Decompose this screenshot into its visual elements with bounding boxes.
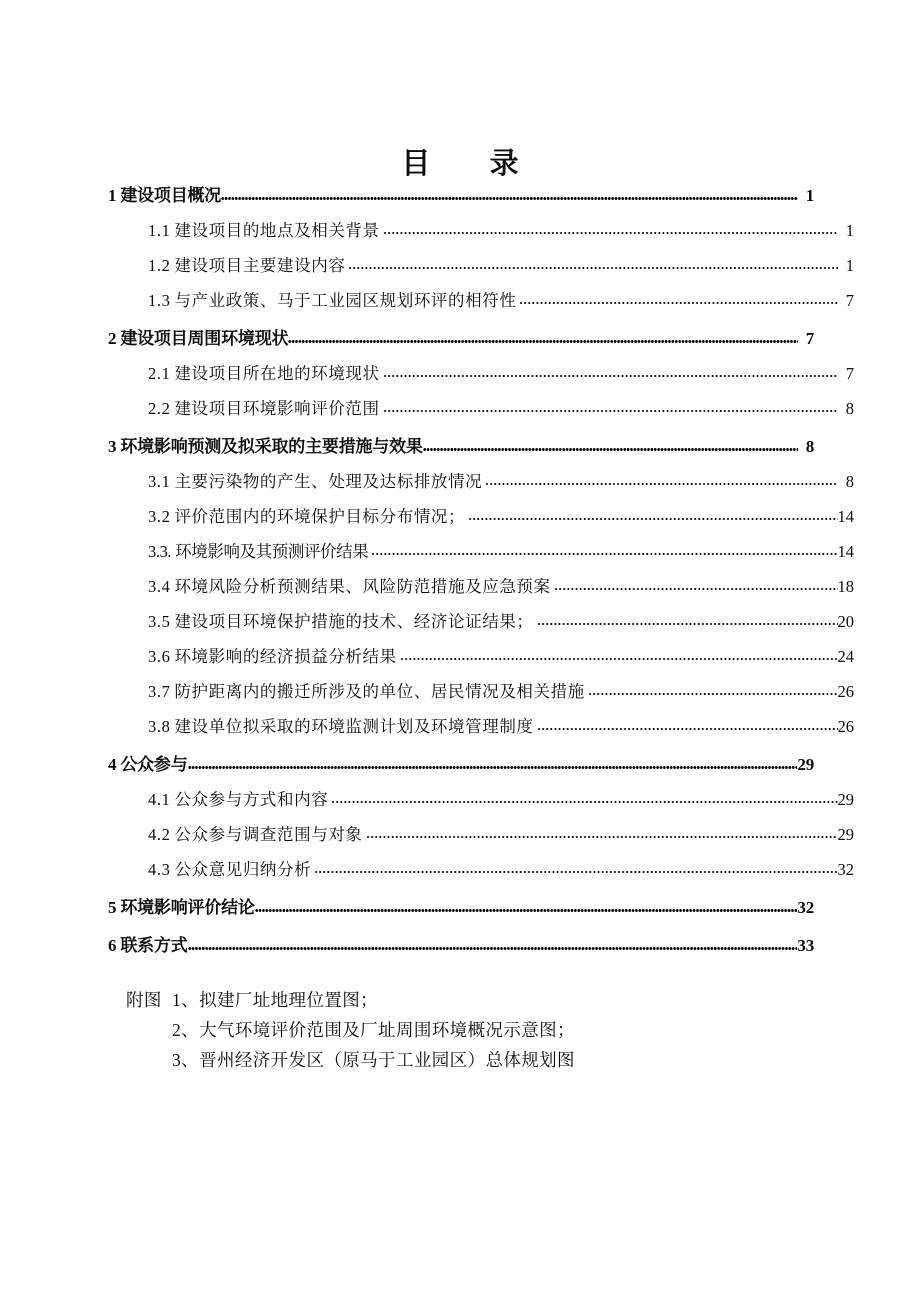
attachment-item-number: 1、: [172, 990, 200, 1010]
toc-entry-text: 建设项目的地点及相关背景: [174, 221, 380, 240]
toc-entry[interactable]: [108, 755, 814, 790]
toc-page-number: 7: [805, 329, 814, 348]
toc-entry-label: [148, 612, 534, 632]
toc-page-number: 29: [797, 755, 814, 774]
toc-dot-leader: [255, 899, 798, 913]
toc-page-number: 8: [845, 399, 854, 418]
toc-entry-label: [148, 860, 311, 880]
toc-entry-number: 1.2: [148, 256, 171, 275]
toc-page-number: 14: [837, 507, 854, 526]
toc-dot-leader: [468, 508, 837, 522]
toc-page-number: 26: [837, 682, 854, 701]
toc-entry[interactable]: [108, 507, 854, 542]
toc-entry-number: 3.1: [148, 472, 171, 491]
toc-page-number: 7: [845, 291, 854, 310]
toc-page-number: 29: [837, 790, 854, 809]
toc-entry-number: 3.2: [148, 507, 171, 526]
toc-entry-label: [148, 647, 397, 667]
toc-entry[interactable]: [108, 256, 854, 291]
toc-entry-text: 建设项目环境保护措施的技术、经济论证结果；: [174, 612, 534, 631]
toc-entry-number: 3.7: [148, 682, 171, 701]
toc-entry[interactable]: [108, 647, 854, 682]
toc-page-number: 1: [805, 186, 814, 205]
toc-page-number: 8: [805, 437, 814, 456]
toc-entry[interactable]: [108, 542, 854, 577]
toc-page-number: 24: [837, 647, 854, 666]
toc-entry[interactable]: [108, 329, 814, 364]
attachment-item: [126, 1045, 575, 1075]
toc-entry-number: 2.1: [148, 364, 171, 383]
toc-entry-label: [148, 577, 551, 597]
toc-entry-text: 建设项目周围环境现状: [120, 329, 289, 348]
toc-entry-text: 公众参与调查范围与对象: [174, 825, 363, 844]
toc-entry-text: 公众意见归纳分析: [174, 860, 312, 879]
toc-entry-label: [148, 790, 328, 810]
attachment-item: [126, 1015, 575, 1045]
toc-page-number: 18: [837, 577, 854, 596]
toc-page-number: 14: [837, 542, 854, 561]
toc-entry[interactable]: [108, 790, 854, 825]
toc-dot-leader: [588, 683, 838, 697]
toc-entry-text: 公众参与方式和内容: [174, 790, 329, 809]
toc-entry-number: 3.4: [148, 577, 171, 596]
attachment-item-text: [172, 1015, 575, 1045]
toc-entry-label: [108, 898, 255, 918]
toc-entry-label: [108, 329, 288, 349]
attachment-item-number: 3、: [172, 1050, 200, 1070]
toc-dot-leader: [383, 365, 838, 379]
toc-dot-leader: [188, 937, 798, 951]
toc-entry-label: [148, 472, 482, 492]
toc-entry[interactable]: [108, 860, 854, 895]
page-title: 目 录: [401, 148, 545, 180]
toc-entry[interactable]: [108, 291, 854, 326]
toc-entry-label: [108, 437, 423, 457]
toc-entry-number: 1.3: [148, 291, 171, 310]
toc-entry-label: [148, 542, 368, 562]
toc-entry-number: 1.1: [148, 221, 171, 240]
toc-entry-text: 环境影响的经济损益分析结果: [174, 647, 397, 666]
attachment-item-text: [172, 1045, 575, 1075]
toc-entry-text: 建设项目所在地的环境现状: [174, 364, 380, 383]
toc-entry-text: 建设单位拟采取的环境监测计划及环境管理制度: [174, 717, 534, 736]
toc-dot-leader: [383, 222, 838, 236]
toc-entry-label: [148, 291, 516, 311]
toc-entry-number: 4.3: [148, 860, 171, 879]
toc-entry[interactable]: [108, 437, 814, 472]
toc-entry-text: 主要污染物的产生、处理及达标排放情况: [174, 472, 483, 491]
toc-entry-number: 4.1: [148, 790, 171, 809]
toc-entry-text: 建设项目概况: [120, 186, 222, 205]
toc-dot-leader: [288, 330, 798, 344]
attachments-label: 附图: [126, 990, 162, 1010]
attachment-item-number: 2、: [172, 1020, 200, 1040]
toc-entry-text: 联系方式: [120, 936, 188, 955]
toc-entry-text: 环境风险分析预测结果、风险防范措施及应急预案: [174, 577, 551, 596]
toc-dot-leader: [519, 292, 838, 306]
toc-entry[interactable]: [108, 612, 854, 647]
toc-entry[interactable]: [108, 682, 854, 717]
toc-entry[interactable]: [108, 577, 854, 612]
toc-entry-label: [108, 186, 221, 206]
toc-page-number: 33: [797, 936, 814, 955]
toc-page-number: 32: [837, 860, 854, 879]
toc-dot-leader: [537, 718, 838, 732]
toc-entry-number: 3.8: [148, 717, 171, 736]
toc-entry-number: 3.3.: [148, 542, 172, 561]
toc-entry[interactable]: [108, 825, 854, 860]
toc-entry-number: 4: [108, 755, 117, 774]
toc-entry-number: 3: [108, 437, 117, 456]
toc-entry[interactable]: [108, 364, 854, 399]
toc-page-number: 29: [837, 825, 854, 844]
toc-entry-text: 防护距离内的搬迁所涉及的单位、居民情况及相关措施: [174, 682, 585, 701]
toc-entry-label: [148, 221, 380, 241]
toc-dot-leader: [383, 400, 838, 414]
toc-dot-leader: [485, 473, 838, 487]
toc-entry-text: 环境影响及其预测评价结果: [175, 542, 369, 561]
toc-dot-leader: [348, 257, 838, 271]
toc-dot-leader: [366, 826, 838, 840]
toc-page-number: 20: [837, 612, 854, 631]
toc-entry-text: 建设项目主要建设内容: [174, 256, 346, 275]
toc-dot-leader: [371, 543, 837, 557]
toc-page-number: 26: [837, 717, 854, 736]
toc-entry[interactable]: [108, 221, 854, 256]
attachment-item-title: 晋州经济开发区（原马于工业园区）总体规划图: [199, 1050, 575, 1070]
toc-entry[interactable]: [108, 936, 814, 971]
toc-dot-leader: [314, 861, 837, 875]
toc-entry-label: [108, 936, 188, 956]
attachments-list: [126, 985, 575, 1075]
toc-dot-leader: [188, 756, 798, 770]
toc-entry-number: 5: [108, 898, 117, 917]
toc-entry-number: 2.2: [148, 399, 171, 418]
toc-entry-label: [148, 825, 363, 845]
toc-page-number: 1: [845, 256, 854, 275]
toc-entry[interactable]: [108, 898, 814, 933]
toc-entry-text: 建设项目环境影响评价范围: [174, 399, 380, 418]
toc-entry-label: [148, 717, 534, 737]
toc-entry[interactable]: [108, 717, 854, 752]
toc-dot-leader: [331, 791, 837, 805]
toc-entry-number: 1: [108, 186, 117, 205]
toc-entry-text: 评价范围内的环境保护目标分布情况；: [174, 507, 466, 526]
toc-entry-label: [108, 755, 188, 775]
toc-entry-text: 环境影响预测及拟采取的主要措施与效果: [120, 437, 423, 456]
toc-dot-leader: [423, 438, 798, 452]
toc-dot-leader: [221, 187, 798, 201]
toc-entry-number: 3.5: [148, 612, 171, 631]
toc-dot-leader: [537, 613, 838, 627]
toc-entry[interactable]: [108, 472, 854, 507]
toc-entry-text: 与产业政策、马于工业园区规划环评的相符性: [174, 291, 517, 310]
toc-entry-text: 环境影响评价结论: [120, 898, 255, 917]
toc-dot-leader: [554, 578, 838, 592]
toc-dot-leader: [400, 648, 838, 662]
toc-entry-number: 3.6: [148, 647, 171, 666]
attachment-item-text: [172, 985, 378, 1015]
toc-page-number: 1: [845, 221, 854, 240]
toc-page-number: 7: [845, 364, 854, 383]
table-of-contents: [108, 186, 854, 971]
toc-entry-label: [148, 256, 345, 276]
toc-entry-label: [148, 507, 465, 527]
toc-entry-number: 2: [108, 329, 117, 348]
toc-entry-label: [148, 399, 380, 419]
toc-entry-number: 4.2: [148, 825, 171, 844]
attachment-item-title: 拟建厂址地理位置图；: [199, 990, 379, 1010]
toc-entry-number: 6: [108, 936, 117, 955]
toc-page-number: 32: [797, 898, 814, 917]
attachment-item-title: 大气环境评价范围及厂址周围环境概况示意图；: [199, 1020, 575, 1040]
toc-entry[interactable]: [108, 186, 814, 221]
toc-entry-label: [148, 682, 585, 702]
toc-entry-label: [148, 364, 380, 384]
toc-entry-text: 公众参与: [120, 755, 188, 774]
toc-entry[interactable]: [108, 399, 854, 434]
attachment-item: [126, 985, 575, 1015]
toc-page-number: 8: [845, 472, 854, 491]
